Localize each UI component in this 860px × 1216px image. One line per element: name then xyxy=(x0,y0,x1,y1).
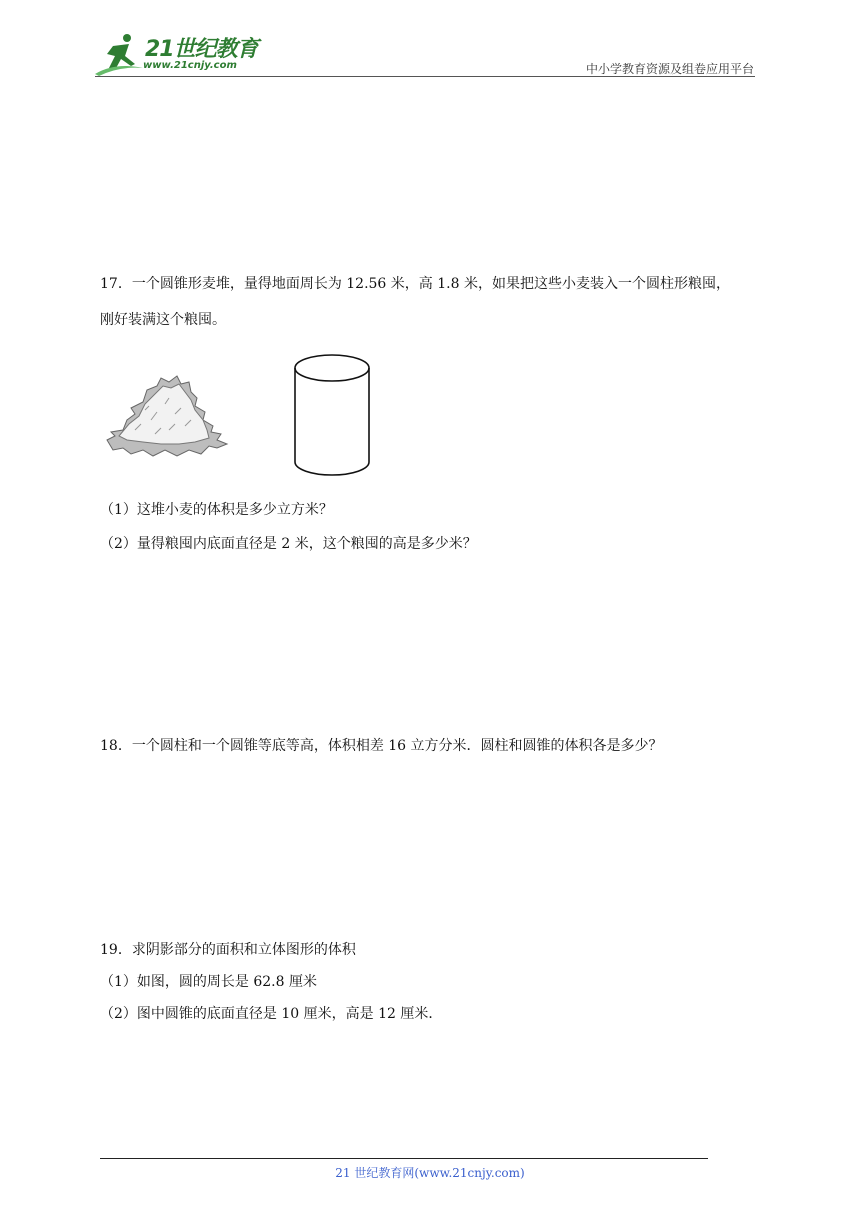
q17-stem-line2: 刚好装满这个粮囤。 xyxy=(100,312,226,328)
logo-url: www.21cnjy.com xyxy=(143,60,237,71)
runner-logo-icon xyxy=(95,32,145,78)
q19-stem: 19．求阴影部分的面积和立体图形的体积 xyxy=(100,942,356,958)
q17-subquestion-2: （2）量得粮囤内底面直径是 2 米，这个粮囤的高是多少米？ xyxy=(100,536,477,552)
q17-subquestion-1: （1）这堆小麦的体积是多少立方米？ xyxy=(100,502,333,518)
q17-stem-line1: 17．一个圆锥形麦堆，量得地面周长为 12.56 米，高 1.8 米，如果把这些小麦装入一个圆柱形粮囤， xyxy=(100,276,730,292)
cylinder-granary-illustration xyxy=(290,350,374,480)
q19-subquestion-1: （1）如图，圆的周长是 62.8 厘米 xyxy=(100,974,317,990)
header-divider xyxy=(95,76,755,77)
footer-divider xyxy=(100,1158,708,1159)
wheat-pile-illustration xyxy=(105,370,230,465)
page-header xyxy=(0,0,860,90)
logo-wordmark: 21世纪教育 xyxy=(145,37,258,62)
footer-text: 21 世纪教育网(www.21cnjy.com) xyxy=(335,1166,525,1180)
q18-stem: 18．一个圆柱和一个圆锥等底等高，体积相差 16 立方分米．圆柱和圆锥的体积各是多少？ xyxy=(100,738,663,754)
site-logo xyxy=(95,32,265,80)
q19-subquestion-2: （2）图中圆锥的底面直径是 10 厘米，高是 12 厘米． xyxy=(100,1006,443,1022)
platform-name: 中小学教育资源及组卷应用平台 xyxy=(585,62,754,76)
